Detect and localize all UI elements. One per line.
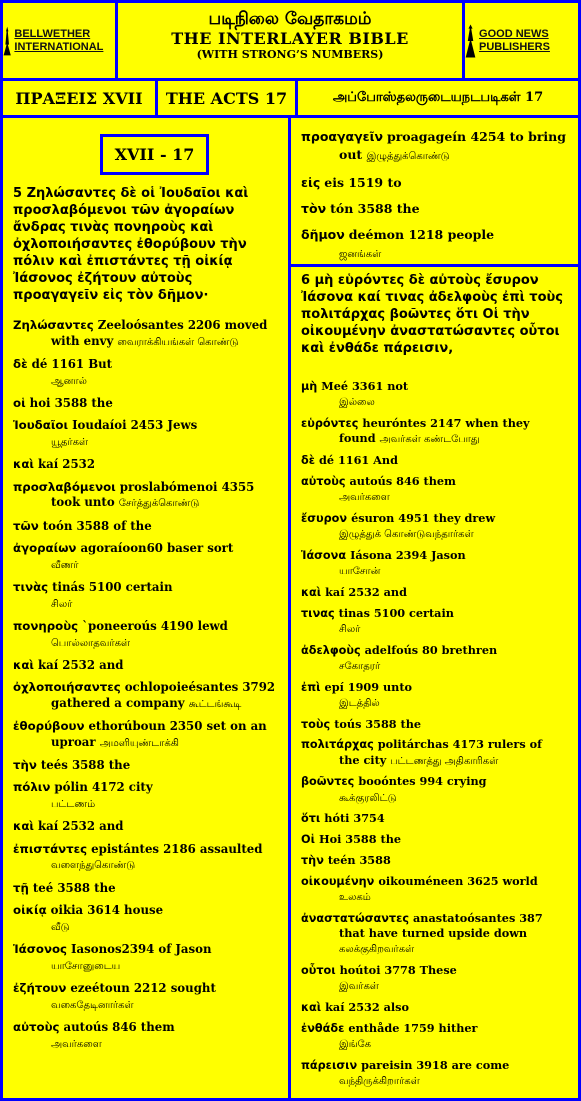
transliteration-gloss: hoútoi 3778 These bbox=[339, 962, 457, 977]
transliteration-gloss: Meé 3361 not bbox=[321, 379, 409, 393]
interlinear-entry bbox=[13, 619, 278, 652]
entry-continuation bbox=[13, 596, 278, 613]
interlinear-entry bbox=[301, 585, 568, 600]
tamil-gloss: அவர்களை bbox=[51, 1038, 102, 1050]
entry-continuation bbox=[13, 334, 278, 351]
gloss-continuation: gathered a company bbox=[51, 695, 185, 710]
gloss-continuation: that have turned upside down bbox=[339, 925, 528, 940]
greek-word: καὶ bbox=[301, 585, 322, 599]
tamil-gloss: யூதர்கள் bbox=[51, 437, 89, 448]
interlinear-entry bbox=[301, 548, 568, 580]
interlinear-entry bbox=[301, 737, 568, 769]
tamil-book-title: அப்போஸ்தலருடையநடபடிகள் 17 bbox=[298, 81, 578, 115]
transliteration-gloss: Hoi 3588 the bbox=[318, 832, 402, 846]
entry-continuation bbox=[301, 431, 568, 447]
greek-word: τῇ bbox=[13, 880, 29, 895]
transliteration-gloss: teén 3588 bbox=[327, 852, 391, 867]
greek-word: οἰκίᾳ bbox=[13, 902, 47, 917]
transliteration-gloss: kaí 2532 also bbox=[325, 999, 410, 1014]
tamil-gloss: சிலர் bbox=[339, 623, 361, 635]
greek-word: Ἰάσονα bbox=[301, 548, 347, 562]
transliteration-gloss: ezeétoun 2212 sought bbox=[70, 980, 216, 995]
transliteration-gloss: autoús 846 them bbox=[63, 1019, 175, 1034]
interlinear-entry bbox=[301, 128, 568, 166]
entry-continuation bbox=[13, 635, 278, 652]
left-entry-list bbox=[13, 318, 278, 1052]
greek-word: τοὺς bbox=[301, 717, 331, 731]
greek-word: οἰκουμένην bbox=[301, 874, 375, 888]
transliteration-gloss: `poneeroús 4190 lewd bbox=[82, 618, 228, 633]
gloss-continuation: uproar bbox=[51, 734, 96, 749]
entry-continuation bbox=[301, 978, 568, 994]
transliteration-gloss: autoús 846 them bbox=[349, 473, 456, 488]
tamil-gloss: வந்திருக்கிறார்கள் bbox=[339, 1075, 420, 1087]
greek-word: τῶν bbox=[13, 518, 39, 533]
transliteration-gloss: pareisin 3918 are come bbox=[361, 1057, 510, 1072]
transliteration-gloss: tón 3588 the bbox=[330, 201, 420, 216]
interlinear-entry bbox=[13, 942, 278, 975]
interlinear-entry bbox=[301, 416, 568, 448]
tamil-gloss: இல்லை bbox=[339, 397, 375, 409]
transliteration-gloss: epistántes 2186 assaulted bbox=[91, 841, 263, 856]
entry-continuation bbox=[13, 997, 278, 1014]
tamil-title: படிநிலை வேதாகமம் bbox=[208, 9, 372, 29]
greek-word: δὲ bbox=[301, 454, 315, 467]
interlinear-entry bbox=[301, 853, 568, 868]
entry-continuation bbox=[301, 394, 568, 410]
tamil-gloss: ஜனங்கள் bbox=[339, 249, 382, 260]
greek-word: ἐθορύβουν bbox=[13, 719, 85, 733]
tamil-gloss: சிலர் bbox=[51, 598, 73, 610]
greek-word: ἐζήτουν bbox=[13, 980, 67, 995]
interlinear-entry bbox=[301, 1000, 568, 1015]
entry-continuation bbox=[301, 489, 568, 505]
entry-continuation bbox=[301, 526, 568, 542]
tamil-gloss: அவர்களை bbox=[339, 492, 390, 503]
entry-continuation bbox=[301, 146, 568, 166]
transliteration-gloss: oikouméneen 3625 world bbox=[378, 873, 538, 888]
tamil-gloss: வளைந்துகொண்டு bbox=[51, 860, 136, 872]
interlinear-entry bbox=[301, 226, 568, 264]
transliteration-gloss: ethorúboun 2350 set on an bbox=[88, 719, 267, 733]
transliteration-gloss: teés 3588 the bbox=[40, 758, 131, 772]
entry-continuation bbox=[301, 695, 568, 711]
entry-continuation bbox=[13, 958, 278, 975]
interlinear-entry bbox=[13, 881, 278, 897]
greek-word: Ἰουδαῖοι bbox=[13, 418, 69, 433]
tamil-gloss: யாசோனுடைய bbox=[51, 960, 121, 972]
transliteration-gloss: kaí 2532 and bbox=[38, 657, 124, 672]
greek-word: τινὰς bbox=[13, 579, 49, 594]
entry-continuation bbox=[301, 889, 568, 905]
entry-continuation bbox=[301, 244, 568, 264]
transliteration-gloss: adelfoús 80 brethren bbox=[364, 642, 498, 657]
entry-continuation bbox=[13, 735, 278, 752]
gloss-continuation: with envy bbox=[51, 333, 114, 348]
tamil-gloss: இவர்கள் bbox=[339, 981, 379, 992]
transliteration-gloss: ochlopoieésantes 3792 bbox=[124, 680, 276, 694]
transliteration-gloss: kaí 2532 bbox=[38, 457, 96, 472]
tamil-gloss: இழுத்துக் கொண்டுவந்தார்கள் bbox=[339, 529, 474, 540]
transliteration-gloss: pólin 4172 city bbox=[54, 780, 153, 795]
tamil-gloss: இடத்தில் bbox=[339, 697, 380, 709]
transliteration-gloss: agoraíoon60 baser sort bbox=[80, 540, 234, 555]
interlinear-entry bbox=[13, 842, 278, 875]
greek-word: τὴν bbox=[301, 853, 324, 867]
tamil-gloss: சேர்த்துக்கொண்டு bbox=[118, 498, 200, 510]
tamil-gloss: சகோதரர் bbox=[339, 660, 381, 672]
greek-word: πονηροὺς bbox=[13, 618, 79, 633]
greek-word: τινας bbox=[301, 606, 335, 620]
greek-word: εἰς bbox=[301, 175, 321, 190]
greek-word: ἔσυρον bbox=[301, 511, 348, 525]
tamil-gloss: பட்டணம் bbox=[51, 799, 96, 810]
entry-continuation bbox=[301, 563, 568, 579]
interlinear-entry bbox=[13, 819, 278, 835]
tamil-gloss: கூட்டங்கூடி bbox=[188, 698, 242, 710]
greek-word: ὅτι bbox=[301, 812, 321, 826]
transliteration-gloss: anastatoósantes 387 bbox=[413, 910, 543, 925]
right-top-panel bbox=[291, 118, 578, 264]
greek-word: Οἱ bbox=[301, 833, 315, 846]
figure-icon bbox=[465, 17, 476, 65]
interlinear-entry bbox=[13, 780, 278, 813]
transliteration-gloss: toón 3588 of the bbox=[42, 518, 152, 533]
greek-word: ἀδελφοὺς bbox=[301, 643, 361, 657]
greek-word: προαγαγεῖν bbox=[301, 129, 383, 144]
greek-word: ἀναστατώσαντες bbox=[301, 911, 410, 925]
greek-word: βοῶντες bbox=[301, 775, 355, 789]
left-column bbox=[3, 118, 288, 1098]
interlinear-entry bbox=[301, 643, 568, 675]
tamil-gloss: உலகம் bbox=[339, 891, 371, 903]
gloss-continuation: found bbox=[339, 431, 376, 446]
entry-continuation bbox=[13, 557, 278, 574]
entry-continuation bbox=[13, 857, 278, 874]
greek-word: οὗτοι bbox=[301, 963, 336, 977]
chapter-label: XVII - 17 bbox=[100, 134, 209, 175]
greek-word: προσλαβόμενοι bbox=[13, 479, 116, 494]
transliteration-gloss: eis 1519 to bbox=[324, 175, 402, 190]
transliteration-gloss: Ioudaíoi 2453 Jews bbox=[72, 418, 198, 433]
greek-book-title: ΠΡΑΞΕΙΣ XVII bbox=[3, 81, 155, 115]
transliteration-gloss: tinas 5100 certain bbox=[338, 605, 454, 620]
tamil-gloss: கூக்குரலிட்டு bbox=[339, 792, 397, 804]
transliteration-gloss: Iásona 2394 Jason bbox=[350, 547, 466, 562]
interlinear-entry bbox=[13, 981, 278, 1014]
entry-continuation bbox=[13, 373, 278, 390]
greek-word: μὴ bbox=[301, 380, 318, 393]
interlinear-entry bbox=[301, 680, 568, 712]
verse-5-text: 5 Ζηλώσαντες δὲ οἱ Ἰουδαῖοι καὶ προσλαβόμενοι τῶν ἀγοραίων ἄνδρας τινὰς πονηροὺς καὶ ὀχλοποιήσαντες ἐθορύβουν τὴν πόλιν καὶ ἐπιστάντες τῇ οἰκίᾳ Ἰάσονος ἐζήτουν αὐτοὺς προαγαγεῖν εἰς τὸν δῆμον· bbox=[13, 186, 249, 303]
greek-word: πάρεισιν bbox=[301, 1058, 358, 1072]
transliteration-gloss: epí 1909 unto bbox=[324, 679, 413, 694]
interlinear-entry bbox=[13, 357, 278, 390]
tamil-gloss: பொல்லாதவர்கள் bbox=[51, 637, 131, 649]
transliteration-gloss: tinás 5100 certain bbox=[52, 579, 173, 594]
tamil-gloss: பட்டணத்து அதிகாரிகள் bbox=[390, 755, 499, 767]
greek-word: καὶ bbox=[301, 1000, 322, 1014]
tower-icon bbox=[3, 17, 11, 65]
entry-continuation bbox=[301, 1073, 568, 1089]
entry-continuation bbox=[301, 1036, 568, 1052]
interlinear-entry bbox=[13, 758, 278, 774]
transliteration-gloss: heuróntes 2147 when they bbox=[362, 416, 530, 430]
tamil-gloss: கலக்குகிறவர்கள் bbox=[339, 944, 415, 955]
transliteration-gloss: enthåde 1759 hither bbox=[348, 1020, 478, 1035]
greek-word: αὐτοὺς bbox=[301, 474, 346, 488]
interlinear-entry bbox=[301, 200, 568, 218]
entry-continuation bbox=[301, 621, 568, 637]
tamil-gloss: வகைதேடினார்கள் bbox=[51, 999, 134, 1011]
greek-word: πολιτάρχας bbox=[301, 738, 374, 752]
right-top-entry-list bbox=[301, 128, 568, 264]
right-bottom-entry-list bbox=[301, 379, 568, 1089]
entry-continuation bbox=[13, 696, 278, 713]
bellwether-logo-text: BELLWETHER INTERNATIONAL bbox=[14, 27, 104, 53]
page-subtitle: (WITH STRONG’S NUMBERS) bbox=[196, 48, 384, 61]
transliteration-gloss: kaí 2532 and bbox=[38, 819, 124, 834]
greek-word: ἀγοραίων bbox=[13, 540, 77, 555]
interlinear-entry bbox=[13, 680, 278, 713]
interlinear-entry bbox=[301, 911, 568, 958]
greek-word: καὶ bbox=[13, 819, 34, 834]
gloss-continuation: the city bbox=[339, 752, 387, 767]
greek-word: Ζηλώσαντες bbox=[13, 318, 94, 332]
interlinear-entry bbox=[13, 903, 278, 936]
entry-continuation bbox=[13, 919, 278, 936]
interlinear-entry bbox=[301, 774, 568, 806]
transliteration-gloss: ésuron 4951 they drew bbox=[351, 510, 496, 525]
goodnews-logo bbox=[465, 3, 578, 78]
transliteration-gloss: teé 3588 the bbox=[32, 880, 116, 895]
transliteration-gloss: oikia 3614 house bbox=[50, 902, 164, 917]
gloss-continuation: took unto bbox=[51, 495, 115, 510]
tamil-gloss: இழுத்துக்கொண்டு bbox=[366, 151, 450, 162]
interlinear-entry bbox=[301, 174, 568, 192]
interlinear-entry bbox=[13, 457, 278, 473]
interlinear-entry bbox=[13, 519, 278, 535]
interlinear-entry bbox=[301, 453, 568, 468]
entry-continuation bbox=[301, 658, 568, 674]
interlinear-entry bbox=[13, 658, 278, 674]
transliteration-gloss: toús 3588 the bbox=[334, 716, 422, 731]
interlinear-entry bbox=[13, 580, 278, 613]
gloss-continuation: out bbox=[339, 147, 363, 162]
greek-word: Ἰάσονος bbox=[13, 941, 68, 956]
transliteration-gloss: proslabómenoi 4355 bbox=[119, 479, 255, 494]
interlinear-entry bbox=[301, 474, 568, 506]
greek-word: τὴν bbox=[13, 758, 37, 772]
greek-word: δῆμον bbox=[301, 227, 345, 242]
goodnews-logo-text: GOOD NEWS PUBLISHERS bbox=[479, 27, 550, 53]
tamil-gloss: அமளியுண்டாக்கி bbox=[99, 737, 179, 749]
entry-continuation bbox=[13, 434, 278, 451]
greek-word: εὑρόντες bbox=[301, 417, 359, 430]
interlinear-entry bbox=[13, 719, 278, 752]
interlinear-entry bbox=[13, 541, 278, 574]
bellwether-logo bbox=[3, 3, 115, 78]
entry-continuation bbox=[13, 1036, 278, 1053]
transliteration-gloss: kaí 2532 and bbox=[325, 584, 407, 599]
greek-word: οἱ bbox=[13, 396, 26, 410]
greek-word: πόλιν bbox=[13, 780, 51, 795]
entry-continuation bbox=[301, 790, 568, 806]
right-bottom-panel bbox=[291, 267, 578, 1098]
interlinear-entry bbox=[301, 379, 568, 411]
tamil-gloss: வீணர் bbox=[51, 559, 79, 571]
title-block bbox=[118, 3, 462, 78]
page-title: THE INTERLAYER BIBLE bbox=[171, 29, 409, 48]
tamil-gloss: இங்கே bbox=[339, 1038, 371, 1050]
transliteration-gloss: proagageín 4254 to bring bbox=[386, 129, 566, 144]
greek-word: καὶ bbox=[13, 457, 34, 472]
transliteration-gloss: hoi 3588 the bbox=[29, 396, 113, 410]
transliteration-gloss: Zeeloósantes 2206 moved bbox=[97, 318, 268, 332]
greek-word: ἐνθάδε bbox=[301, 1021, 345, 1035]
transliteration-gloss: politárchas 4173 rulers of bbox=[377, 737, 542, 752]
tamil-gloss: அவர்கள் கண்டபோது bbox=[379, 434, 480, 446]
interlinear-entry bbox=[301, 1021, 568, 1053]
tamil-gloss: யாசோன் bbox=[339, 566, 381, 577]
interlinear-entry bbox=[13, 318, 278, 351]
greek-word: ὀχλοποιήσαντες bbox=[13, 680, 121, 694]
english-book-title: THE ACTS 17 bbox=[158, 81, 295, 115]
greek-word: αὐτοὺς bbox=[13, 1019, 60, 1034]
verse-6-text: 6 μὴ εὑρόντες δὲ αὐτοὺς ἔσυρον Ἰάσονα καί τινας ἀδελφοὺς ἐπὶ τοὺς πολιτάρχας βοῶντες ὅτι Οἱ τὴν οἰκουμένην ἀναστατώσαντες οὗτοι καὶ ἐνθάδε πάρεισιν, bbox=[301, 273, 563, 356]
greek-word: ἐπιστάντες bbox=[13, 841, 88, 856]
interlinear-entry bbox=[301, 511, 568, 543]
interlinear-entry bbox=[301, 811, 568, 826]
interlinear-entry bbox=[13, 1020, 278, 1053]
interlinear-entry bbox=[301, 1058, 568, 1090]
tamil-gloss: ஆனால் bbox=[51, 375, 87, 387]
greek-word: δὲ bbox=[13, 357, 28, 371]
transliteration-gloss: Iasonos2394 of Jason bbox=[71, 941, 212, 956]
interlinear-entry bbox=[301, 963, 568, 995]
greek-word: τὸν bbox=[301, 201, 327, 216]
greek-word: καὶ bbox=[13, 657, 34, 672]
transliteration-gloss: hóti 3754 bbox=[324, 811, 385, 826]
entry-continuation bbox=[301, 926, 568, 958]
greek-word: ἐπὶ bbox=[301, 680, 321, 694]
interlinear-entry bbox=[301, 874, 568, 906]
tamil-gloss: வைராக்கியங்கள் கொண்டு bbox=[117, 336, 239, 348]
entry-continuation bbox=[13, 796, 278, 813]
transliteration-gloss: dé 1161 But bbox=[31, 357, 113, 371]
interlinear-entry bbox=[13, 480, 278, 513]
interlinear-entry bbox=[301, 717, 568, 732]
tamil-gloss: வீடு bbox=[51, 921, 70, 933]
transliteration-gloss: deémon 1218 people bbox=[348, 227, 495, 242]
entry-continuation bbox=[13, 495, 278, 512]
entry-continuation bbox=[301, 753, 568, 769]
interlinear-entry bbox=[301, 832, 568, 847]
interlinear-entry bbox=[301, 606, 568, 638]
interlinear-entry bbox=[13, 418, 278, 451]
transliteration-gloss: dé 1161 And bbox=[319, 453, 398, 467]
transliteration-gloss: booóntes 994 crying bbox=[358, 774, 487, 789]
interlinear-entry bbox=[13, 396, 278, 412]
